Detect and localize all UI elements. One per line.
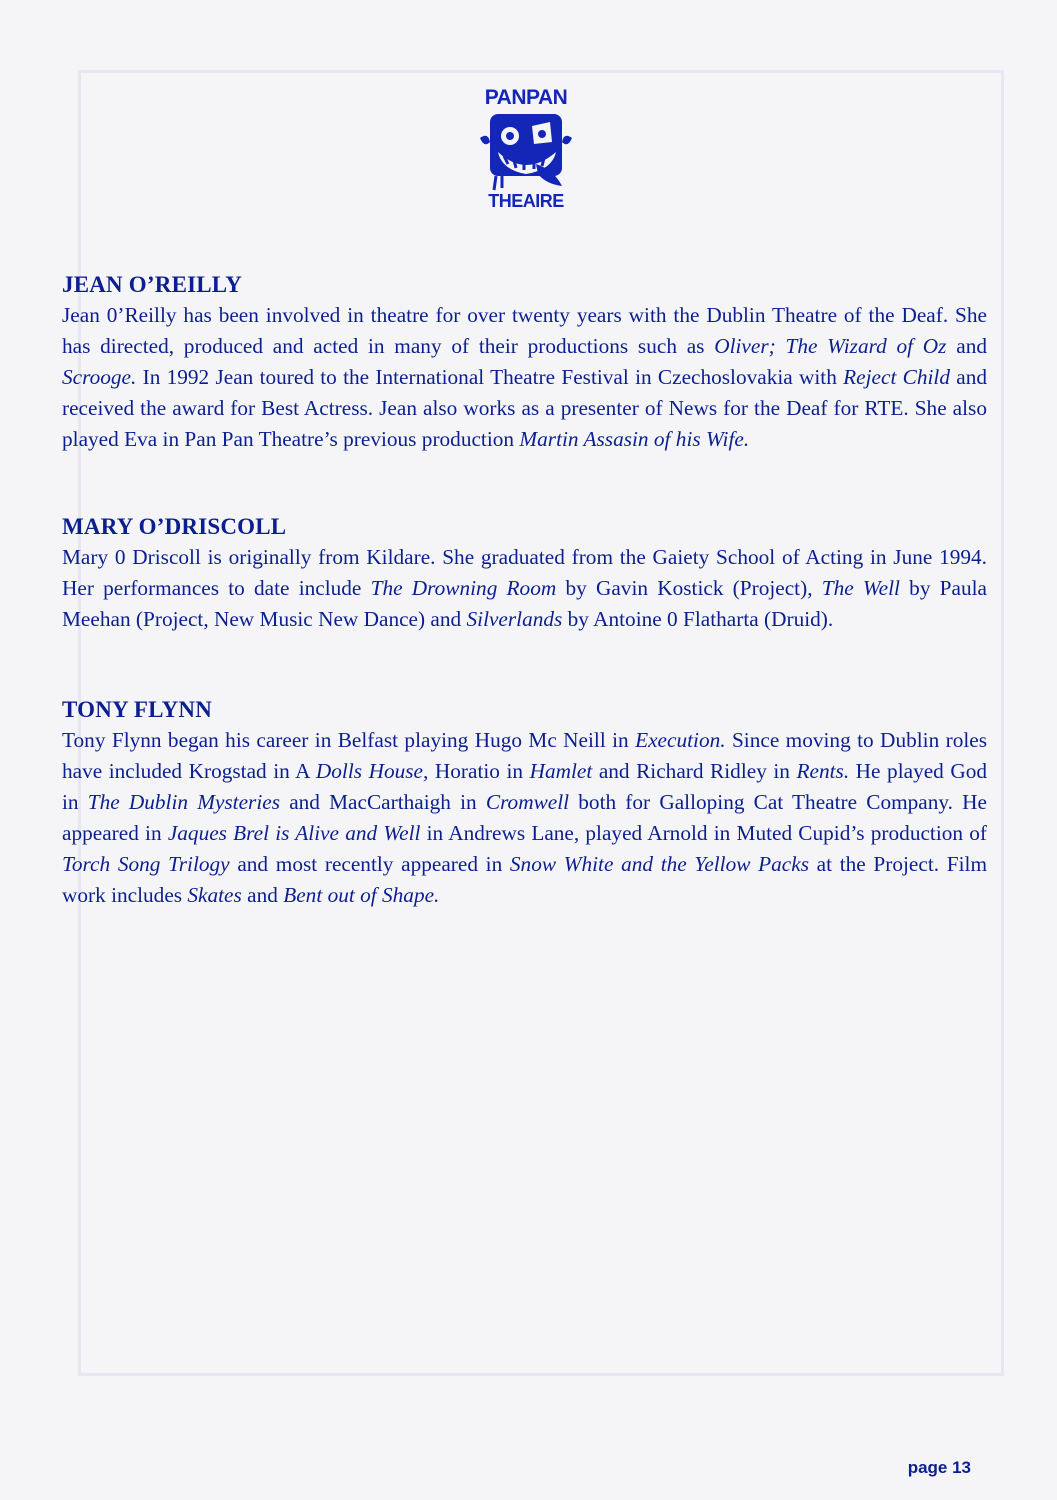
work-title: The Well <box>821 576 900 600</box>
bio-name: JEAN O’REILLY <box>62 272 243 297</box>
theatre-mask-face-icon <box>476 108 576 192</box>
work-title: The Drowning Room <box>370 576 557 600</box>
logo-top-text: PANPAN <box>484 86 568 109</box>
bio-text-run: and received the award for Best Actress. Jean also works as a presenter of News for the Deaf for RTE. She also played Eva in Pan Pan Theatre’s previous production <box>62 365 987 451</box>
work-title: The Dublin Mysteries <box>87 790 281 814</box>
bio-text-run: In 1992 Jean toured to the International Theatre Festival in Czechoslovakia with <box>136 365 844 389</box>
work-title: Rents. <box>796 759 850 783</box>
work-title: Bent out of Shape. <box>283 883 440 907</box>
work-title: Cromwell <box>485 790 570 814</box>
bio-text-run: Jean 0’Reilly has been involved in theatre for over twenty years with the Dublin Theatre of the Deaf. She has directed, produced and acted in many of their productions such as <box>62 303 987 358</box>
bio-text-run: by Antoine 0 Flatharta (Druid). <box>562 607 834 631</box>
bio-text-run: He played God in <box>62 759 988 814</box>
bio-text <box>62 300 987 455</box>
bio-text-run: Horatio in <box>428 759 530 783</box>
bio-text-run: in Andrews Lane, played Arnold in Muted Cupid’s production of <box>420 821 987 845</box>
work-title: Hamlet <box>529 759 593 783</box>
bio-mary-odriscoll <box>62 514 987 635</box>
bio-text-run: and Richard Ridley in <box>592 759 797 783</box>
work-title: Martin Assasin of his Wife. <box>519 427 750 451</box>
bio-text-run: and <box>241 883 284 907</box>
bio-text-run: by Paula Meehan (Project, New Music New Dance) and <box>62 576 988 631</box>
work-title: Skates <box>187 883 242 907</box>
work-title: Scrooge. <box>62 365 137 389</box>
bio-text <box>62 725 987 911</box>
work-title: Torch Song Trilogy <box>62 852 230 876</box>
bio-text-run: at the Project. Film work includes <box>62 852 988 907</box>
bio-text-run: and MacCarthaigh in <box>280 790 486 814</box>
work-title: Jaques Brel is Alive and Well <box>167 821 421 845</box>
work-title: Reject Child <box>843 365 950 389</box>
work-title: Execution. <box>635 728 726 752</box>
work-title: Silverlands <box>466 607 563 631</box>
showthrough-text <box>250 100 288 272</box>
work-title: Oliver; The Wizard of Oz <box>714 334 947 358</box>
bio-text <box>62 542 987 635</box>
bio-text-run: and <box>946 334 987 358</box>
bio-text-run: by Gavin Kostick (Project), <box>556 576 822 600</box>
bio-text-run: Tony Flynn began his career in Belfast playing Hugo Mc Neill in <box>62 728 636 752</box>
bio-text-run: and most recently appeared in <box>229 852 510 876</box>
bio-tony-flynn <box>62 697 987 911</box>
bio-text-run: Since moving to Dublin roles have included Krogstad in A <box>62 728 987 783</box>
logo-bottom-text: THEAIRE <box>488 191 564 211</box>
work-title: Dolls House, <box>315 759 429 783</box>
pan-pan-theatre-logo <box>468 86 584 216</box>
bio-name: TONY FLYNN <box>62 697 213 722</box>
bio-text-run: Mary 0 Driscoll is originally from Kildare. She graduated from the Gaiety School of Acting in June 1994. Her performances to date include <box>62 545 987 600</box>
page-number: page 13 <box>907 1458 971 1477</box>
work-title: Snow White and the Yellow Packs <box>509 852 809 876</box>
bio-jean-oreilly <box>62 272 987 455</box>
bio-text-run: both for Galloping Cat Theatre Company. He appeared in <box>62 790 987 845</box>
bio-name: MARY O’DRISCOLL <box>62 514 287 539</box>
